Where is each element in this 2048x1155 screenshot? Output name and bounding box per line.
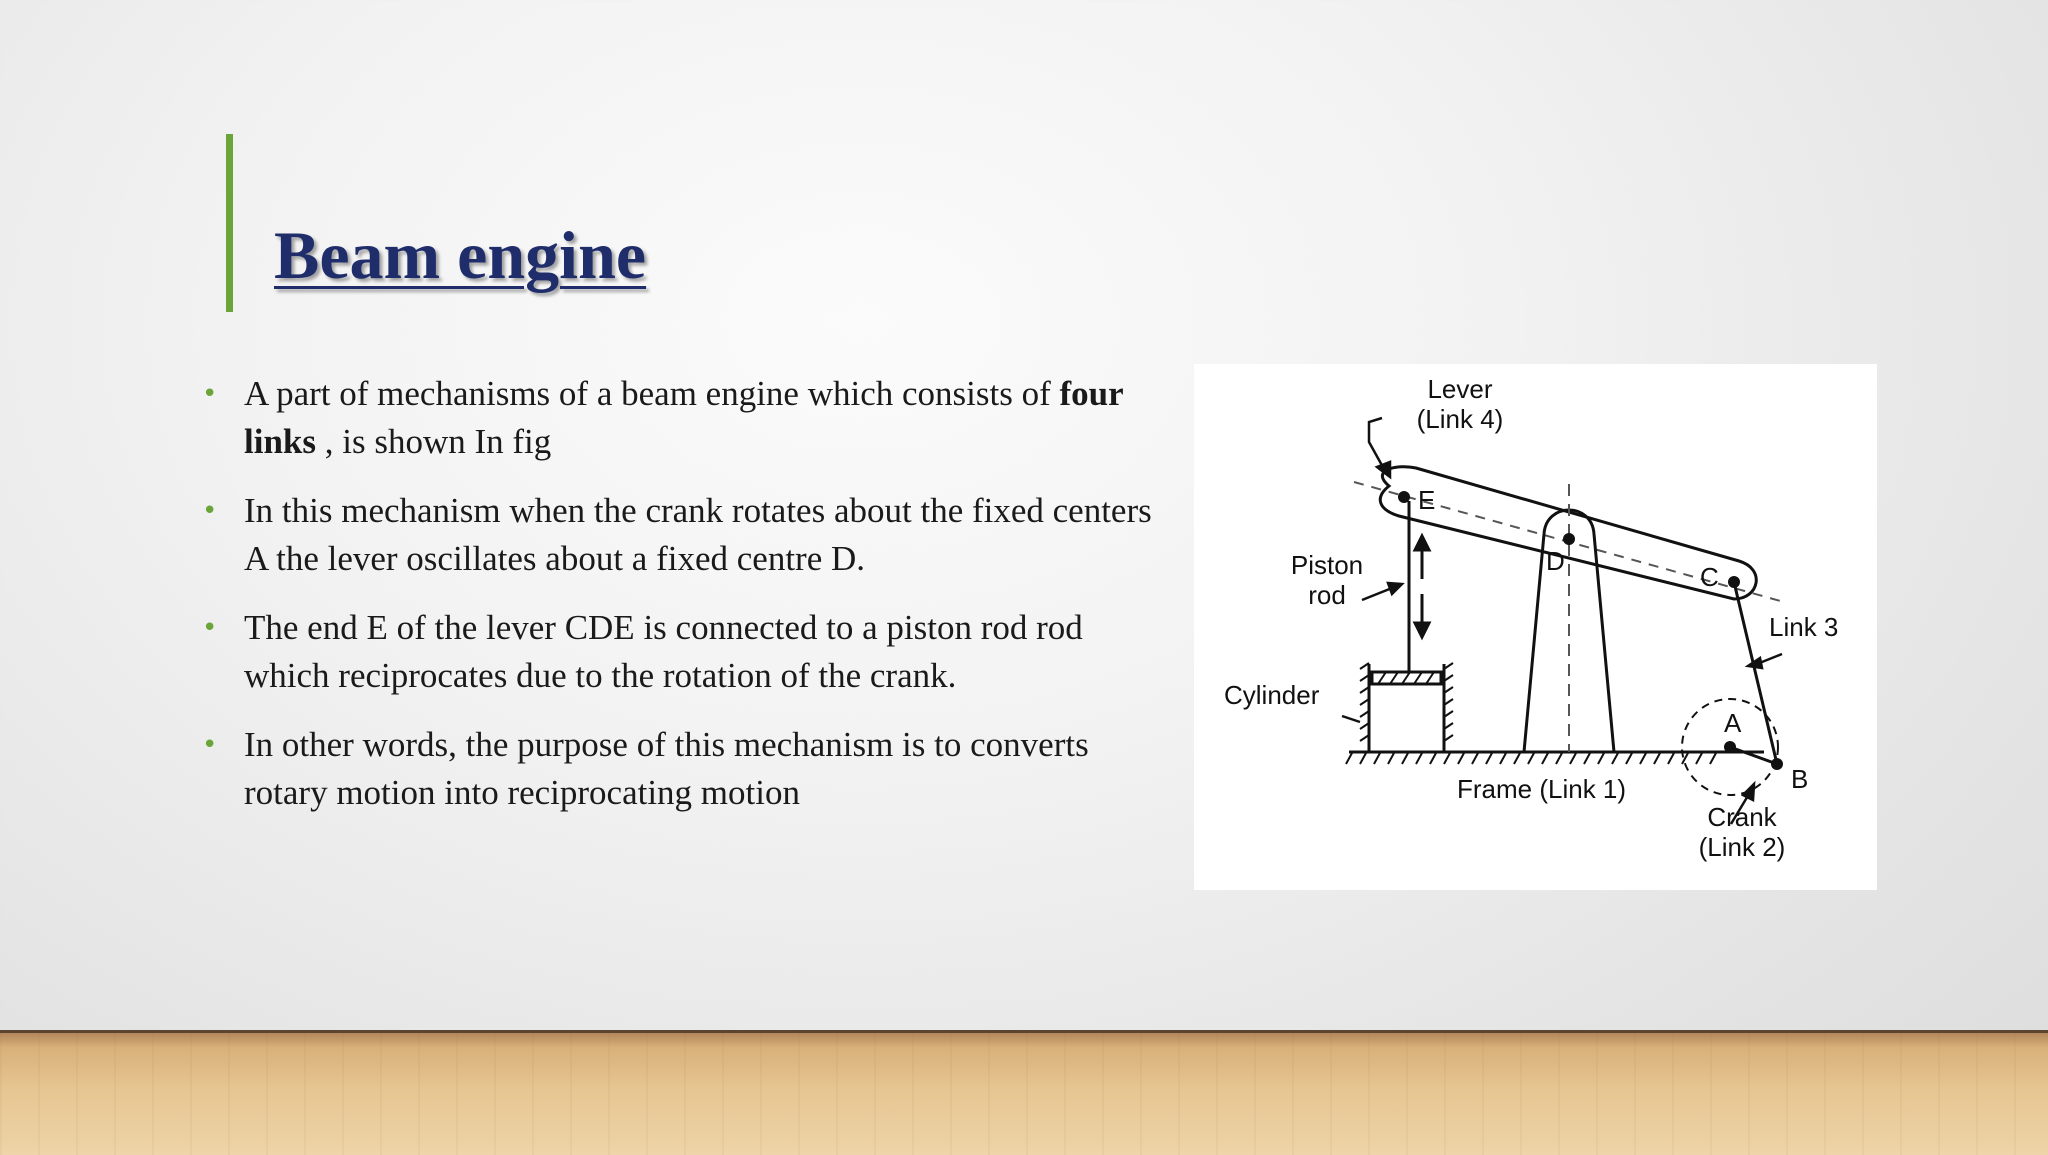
joint-e-dot — [1398, 491, 1410, 503]
link3-label: Link 3 — [1769, 612, 1839, 642]
bullet-item — [200, 370, 1160, 466]
motion-arrows-icon — [1415, 536, 1429, 637]
bullet-item — [200, 604, 1160, 700]
bullet-text-bold: four links — [244, 374, 1124, 461]
lever-label: Lever — [1427, 374, 1493, 404]
point-b-label: B — [1791, 764, 1809, 794]
bullet-dot-icon: • — [202, 613, 218, 643]
title-accent-bar — [226, 134, 233, 312]
cylinder-label: Cylinder — [1224, 680, 1320, 710]
slide-title: Beam engine — [274, 217, 647, 293]
point-e-label: E — [1418, 485, 1436, 515]
point-d-label: D — [1546, 546, 1565, 576]
bullet-text: The end E of the lever CDE is connected to a piston rod rod which reciprocates due to the rotation of the crank. — [244, 608, 1083, 695]
bullet-item — [200, 721, 1160, 817]
bullet-text-pre: A part of mechanisms of a beam engine which consists of — [244, 374, 1060, 413]
frame-hatching — [1346, 753, 1716, 764]
crank-line — [1730, 747, 1777, 764]
bullet-text: In this mechanism when the crank rotates about the fixed centers A the lever oscillates about a fixed centre D. — [244, 491, 1152, 578]
wooden-floor-background — [0, 1030, 2048, 1155]
beam-engine-figure — [1194, 364, 1877, 890]
rod-label: rod — [1308, 580, 1346, 610]
lever-link-label: (Link 4) — [1416, 404, 1504, 434]
frame-label: Frame (Link 1) — [1457, 774, 1627, 804]
bullet-list — [200, 370, 1160, 838]
bullet-item — [200, 487, 1160, 583]
joint-c-dot — [1728, 576, 1740, 588]
bullet-text-post: , is shown In fig — [316, 422, 552, 461]
crank-label: Crank — [1707, 802, 1777, 832]
bullet-dot-icon: • — [202, 379, 218, 409]
joint-b-dot — [1771, 758, 1783, 770]
joint-a-dot — [1724, 741, 1736, 753]
crank-link-label: (Link 2) — [1698, 832, 1786, 862]
beam-engine-diagram — [1194, 364, 1877, 890]
bullet-text: In other words, the purpose of this mechanism is to converts rotary motion into reciprocating motion — [244, 725, 1089, 812]
point-a-label: A — [1724, 708, 1742, 738]
piston-label: Piston — [1290, 550, 1364, 580]
bullet-dot-icon: • — [202, 496, 218, 526]
point-c-label: C — [1700, 562, 1719, 592]
joint-d-dot — [1563, 533, 1575, 545]
bullet-dot-icon: • — [202, 730, 218, 760]
